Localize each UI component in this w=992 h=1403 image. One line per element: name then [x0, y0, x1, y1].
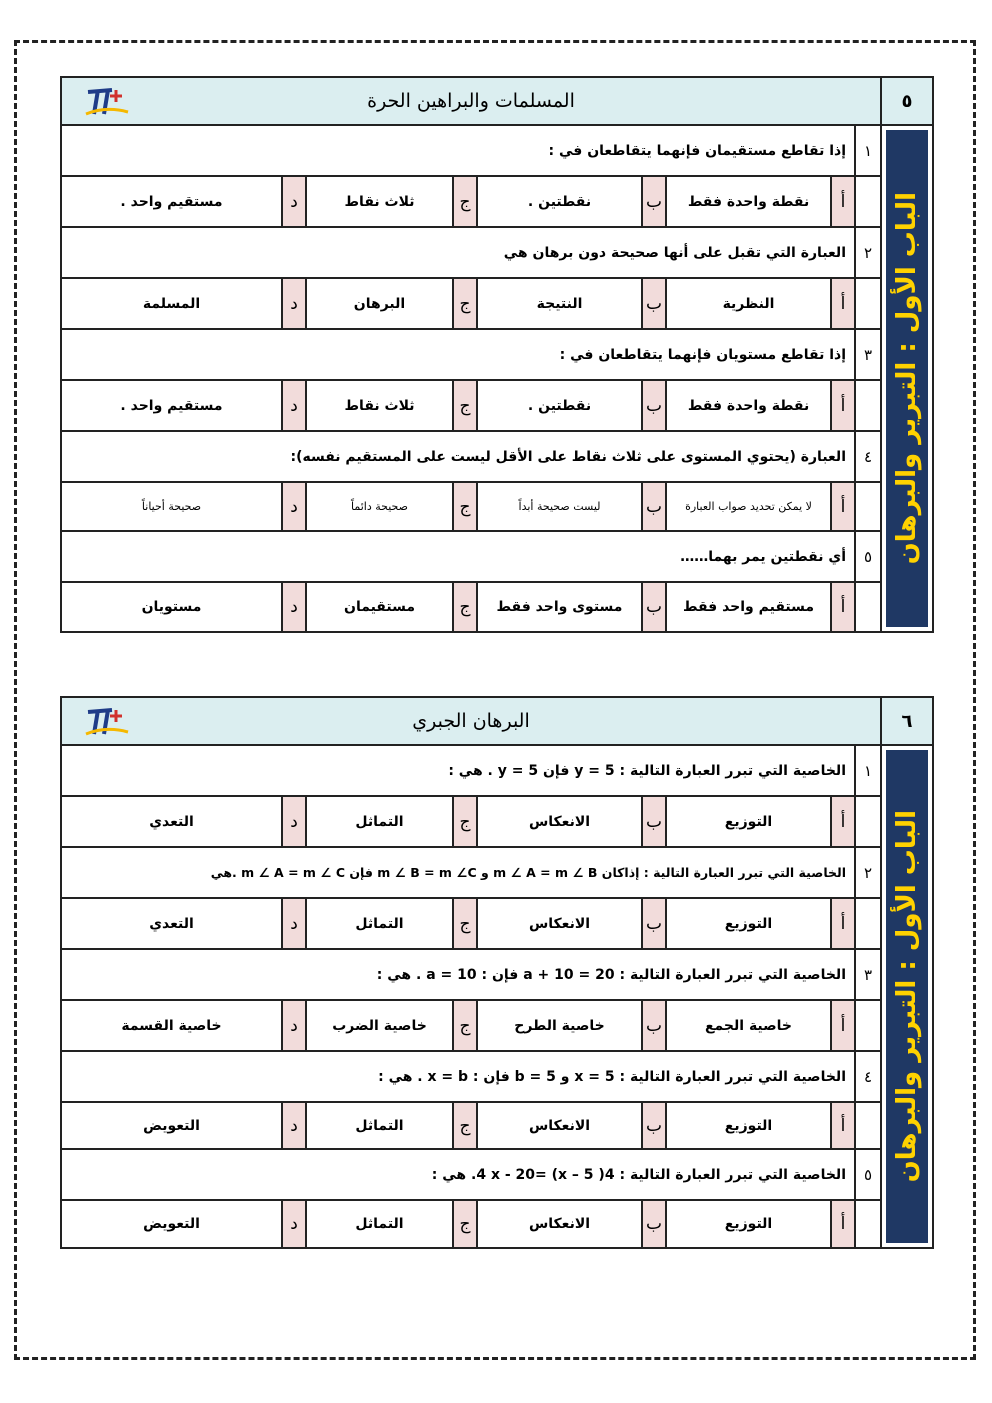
option-letter: أ [830, 797, 854, 846]
option-letter: أ [830, 899, 854, 948]
option-b[interactable]: نقطتين . [476, 381, 641, 430]
question-number: ٢ [854, 228, 880, 277]
option-letter: ج [452, 1201, 476, 1247]
question-text: الخاصية التي تبرر العبارة التالية : y = 5 فإن y = 5 . هي : [448, 762, 846, 779]
option-c[interactable]: البرهان [305, 279, 452, 328]
option-d[interactable]: المسلمة [142, 295, 201, 312]
option-letter: ج [452, 177, 476, 226]
option-b[interactable]: مستوى واحد فقط [476, 583, 641, 631]
option-letter: ب [641, 899, 665, 948]
options-row [62, 1201, 880, 1247]
option-b[interactable]: الانعكاس [476, 1103, 641, 1148]
option-b[interactable]: الانعكاس [476, 797, 641, 846]
option-letter: د [281, 177, 305, 226]
question-row [62, 746, 880, 797]
option-letter: ب [641, 583, 665, 631]
option-letter: ب [641, 279, 665, 328]
side-label: الباب الأول : التبرير والبرهان [892, 192, 922, 565]
options-row [62, 279, 880, 330]
question-row [62, 126, 880, 177]
section-1 [60, 76, 934, 633]
options-row [62, 1001, 880, 1052]
option-letter: ج [452, 483, 476, 530]
option-d[interactable]: التعويض [143, 1117, 200, 1134]
option-d[interactable]: التعدي [149, 915, 194, 932]
option-letter: ب [641, 177, 665, 226]
empty-cell [854, 483, 880, 530]
option-c[interactable]: ثلاث نقاط [305, 381, 452, 430]
section-side [880, 698, 932, 1247]
question-row [62, 432, 880, 483]
section-number: ٦ [882, 698, 932, 746]
option-a[interactable]: نقطة واحدة فقط [665, 381, 830, 430]
option-letter: ب [641, 381, 665, 430]
question-row [62, 950, 880, 1001]
option-letter: أ [830, 583, 854, 631]
option-c[interactable]: التماثل [305, 797, 452, 846]
option-a[interactable]: خاصية الجمع [665, 1001, 830, 1050]
question-number: ٣ [854, 330, 880, 379]
question-text: الخاصية التي تبرر العبارة التالية : 4( x – 5) =4 x - 20. هي : [431, 1166, 846, 1183]
options-row [62, 1103, 880, 1150]
option-d[interactable]: التعويض [143, 1216, 200, 1232]
empty-cell [854, 1201, 880, 1247]
question-text: الخاصية التي تبرر العبارة التالية : إذاكان m ∠ A = m ∠ B و m ∠ B = m ∠C فإن m ∠ A = m ∠ C .هي [210, 865, 846, 880]
option-letter: أ [830, 483, 854, 530]
option-letter: د [281, 1201, 305, 1247]
option-letter: ج [452, 899, 476, 948]
option-c[interactable]: التماثل [305, 1103, 452, 1148]
option-c[interactable]: صحيحة دائماً [305, 483, 452, 530]
option-letter: ج [452, 1103, 476, 1148]
section-title: المسلمات والبراهين الحرة [367, 90, 575, 112]
question-number: ٥ [854, 1150, 880, 1199]
options-row [62, 797, 880, 848]
empty-cell [854, 1001, 880, 1050]
question-text: إذا تقاطع مستويان فإنهما يتقاطعان في : [559, 346, 846, 363]
question-row [62, 848, 880, 899]
empty-cell [854, 381, 880, 430]
option-d[interactable]: مستويان [141, 599, 202, 615]
option-letter: ب [641, 483, 665, 530]
option-letter: أ [830, 177, 854, 226]
option-a[interactable]: التوزيع [665, 1201, 830, 1247]
section-title-bar [62, 698, 880, 746]
option-b[interactable]: الانعكاس [476, 1201, 641, 1247]
question-text: أي نقطتين يمر بهما…… [680, 548, 846, 565]
question-row [62, 228, 880, 279]
empty-cell [854, 797, 880, 846]
section-number: ٥ [882, 78, 932, 126]
option-c[interactable]: التماثل [305, 1201, 452, 1247]
question-text: الخاصية التي تبرر العبارة التالية : x = 5 و b = 5 فإن : x = b . هي : [378, 1068, 846, 1085]
empty-cell [854, 583, 880, 631]
option-letter: أ [830, 1103, 854, 1148]
option-letter: ب [641, 1001, 665, 1050]
question-number: ٤ [854, 432, 880, 481]
question-row [62, 532, 880, 583]
question-row [62, 1052, 880, 1103]
options-row [62, 583, 880, 631]
option-c[interactable]: التماثل [305, 899, 452, 948]
option-letter: ج [452, 583, 476, 631]
option-d[interactable]: خاصية القسمة [121, 1017, 222, 1034]
question-number: ١ [854, 126, 880, 175]
side-band [886, 130, 928, 627]
option-letter: أ [830, 1201, 854, 1247]
option-b[interactable]: النتيجة [476, 279, 641, 328]
question-number: ٥ [854, 532, 880, 581]
option-a[interactable]: النظرية [665, 279, 830, 328]
option-b[interactable]: خاصية الطرح [476, 1001, 641, 1050]
logo-icon [82, 84, 132, 120]
option-letter: د [281, 279, 305, 328]
option-letter: أ [830, 381, 854, 430]
option-letter: د [281, 899, 305, 948]
option-c[interactable]: ثلاث نقاط [305, 177, 452, 226]
question-number: ٣ [854, 950, 880, 999]
option-letter: ب [641, 1201, 665, 1247]
option-letter: ب [641, 797, 665, 846]
question-number: ١ [854, 746, 880, 795]
logo-icon [82, 704, 132, 740]
option-a[interactable]: التوزيع [665, 797, 830, 846]
option-d[interactable]: صحيحة أحياناً [141, 500, 202, 513]
option-letter: د [281, 583, 305, 631]
option-letter: د [281, 797, 305, 846]
section-title: البرهان الجبري [412, 710, 530, 732]
option-d[interactable]: التعدي [149, 813, 194, 830]
option-letter: د [281, 483, 305, 530]
option-a[interactable]: التوزيع [665, 899, 830, 948]
empty-cell [854, 177, 880, 226]
section-title-bar [62, 78, 880, 126]
options-row [62, 483, 880, 532]
side-band [886, 750, 928, 1243]
options-row [62, 381, 880, 432]
question-row [62, 330, 880, 381]
option-d[interactable]: مستقيم واحد . [120, 193, 223, 210]
option-a[interactable]: مستقيم واحد فقط [665, 583, 830, 631]
options-row [62, 177, 880, 228]
option-letter: أ [830, 279, 854, 328]
empty-cell [854, 279, 880, 328]
option-letter: أ [830, 1001, 854, 1050]
options-row [62, 899, 880, 950]
question-number: ٢ [854, 848, 880, 897]
option-d[interactable]: مستقيم واحد . [120, 397, 223, 414]
option-letter: د [281, 381, 305, 430]
question-row [62, 1150, 880, 1201]
option-a[interactable]: لا يمكن تحديد صواب العبارة [665, 483, 830, 530]
section-side [880, 78, 932, 631]
option-b[interactable]: الانعكاس [476, 899, 641, 948]
option-letter: ج [452, 1001, 476, 1050]
question-text: العبارة (يحتوي المستوى على ثلاث نقاط على الأقل ليست على المستقيم نفسه): [290, 448, 846, 465]
empty-cell [854, 1103, 880, 1148]
option-b[interactable]: ليست صحيحة أبداً [476, 483, 641, 530]
option-a[interactable]: نقطة واحدة فقط [665, 177, 830, 226]
option-b[interactable]: نقطتين . [476, 177, 641, 226]
option-letter: ج [452, 797, 476, 846]
question-text: العبارة التي تقبل على أنها صحيحة دون برهان هي [503, 244, 846, 261]
option-c[interactable]: مستقيمان [305, 583, 452, 631]
question-number: ٤ [854, 1052, 880, 1101]
section-2 [60, 696, 934, 1249]
option-letter: د [281, 1103, 305, 1148]
option-letter: ب [641, 1103, 665, 1148]
option-letter: د [281, 1001, 305, 1050]
option-letter: ج [452, 279, 476, 328]
question-text: إذا تقاطع مستقيمان فإنهما يتقاطعان في : [548, 142, 846, 159]
question-text: الخاصية التي تبرر العبارة التالية : a + 10 = 20 فإن : a = 10 . هي : [376, 966, 846, 983]
empty-cell [854, 899, 880, 948]
option-letter: ج [452, 381, 476, 430]
option-a[interactable]: التوزيع [665, 1103, 830, 1148]
side-label: الباب الأول : التبرير والبرهان [892, 810, 922, 1183]
option-c[interactable]: خاصية الضرب [305, 1001, 452, 1050]
